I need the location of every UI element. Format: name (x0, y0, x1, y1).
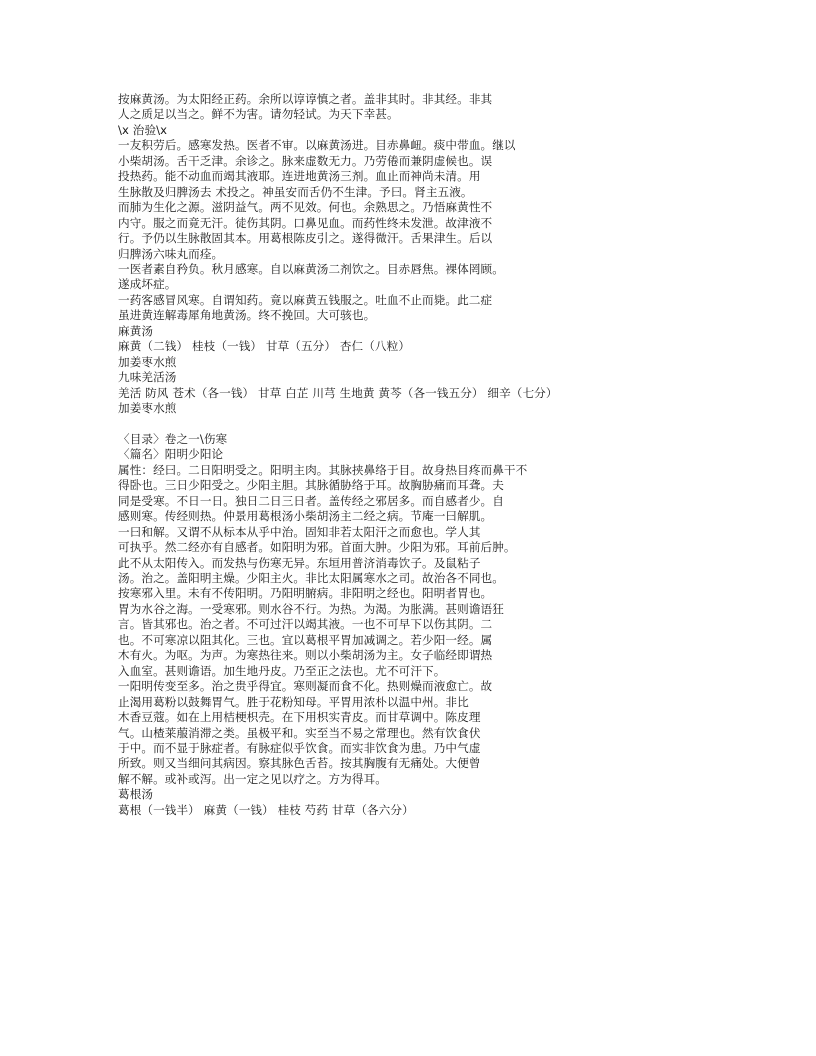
document-line: 所致。则又当细问其病因。察其脉色舌苔。按其胸腹有无痛处。大便曾 (118, 756, 481, 771)
document-line: 〈目录〉卷之一\伤寒 (118, 431, 228, 446)
document-line: 感则寒。传经则热。仲景用葛根汤小柴胡汤主二经之病。节庵一曰解肌。 (118, 509, 493, 524)
document-line: 属性：经曰。二日阳明受之。阳明主肉。其脉挟鼻络于目。故身热目疼而鼻干不 (118, 462, 528, 477)
document-line: 按寒邪入里。未有不传阳明。乃阳明腑病。非阳明之经也。阳明者胃也。 (118, 586, 493, 601)
document-line: 行。予仍以生脉散固其本。用葛根陈皮引之。遂得微汗。舌果津生。后以 (118, 231, 493, 246)
document-line: 汤。治之。盖阳明主燥。少阳主火。非比太阳属寒水之司。故治各不同也。 (118, 571, 504, 586)
document-line: 虽进黄连解毒犀角地黄汤。终不挽回。大可骇也。 (118, 308, 376, 323)
document-line: 加姜枣水煎 (118, 354, 177, 369)
document-line: 木香豆蔻。如在上用桔梗枳壳。在下用枳实青皮。而甘草调中。陈皮理 (118, 710, 481, 725)
document-line: 止渴用葛粉以鼓舞胃气。胜于花粉知母。平胃用浓朴以温中州。非比 (118, 694, 469, 709)
document-line: 〈篇名〉阳明少阳论 (118, 447, 224, 462)
document-line: 遂成坏症。 (118, 277, 177, 292)
document-line: 内守。服之而竟无汗。徒伤其阴。口鼻见血。而药性终未发泄。故津液不 (118, 215, 493, 230)
document-line: 胃为水谷之海。一受寒邪。则水谷不行。为热。为渴。为胀满。甚则谵语狂 (118, 601, 504, 616)
document-line: 九味羌活汤 (118, 370, 177, 385)
document-line: 也。不可寒凉以阻其化。三也。宜以葛根平胃加减调之。若少阳一经。属 (118, 632, 493, 647)
document-text-body (118, 92, 720, 818)
document-line: 羌活 防风 苍术（各一钱） 甘草 白芷 川芎 生地黄 黄芩（各一钱五分） 细辛（七分） (118, 385, 558, 400)
document-line: 一曰和解。又谓不从标本从乎中治。固知非若太阳汗之而愈也。学人其 (118, 524, 481, 539)
document-line: 一药客感冒风寒。自谓知药。竟以麻黄五钱服之。吐血不止而毙。此二症 (118, 292, 493, 307)
document-line: 此不从太阳传入。而发热与伤寒无异。东垣用普济消毒饮子。及鼠粘子 (118, 555, 481, 570)
document-line: 归脾汤六味丸而痊。 (118, 246, 224, 261)
document-line: 可执乎。然二经亦有自感者。如阳明为邪。首面大肿。少阳为邪。耳前后肿。 (118, 540, 516, 555)
document-line: 麻黄汤 (118, 323, 154, 338)
document-line: 人之质足以当之。鲜不为害。请勿轻试。为天下幸甚。 (118, 107, 399, 122)
document-line: 得卧也。三日少阳受之。少阳主胆。其脉循胁络于耳。故胸胁痛而耳聋。夫 (118, 478, 504, 493)
document-line: \x 治验\x (118, 122, 168, 137)
document-line: 同是受寒。不日一日。独日二日三日者。盖传经之邪居多。而自感者少。自 (118, 493, 504, 508)
document-line: 麻黄（二钱） 桂枝（一钱） 甘草（五分） 杏仁（八粒） (118, 339, 411, 354)
document-line (118, 417, 720, 432)
document-line: 葛根汤 (118, 787, 154, 802)
document-line: 投热药。能不动血而竭其液耶。连进地黄汤三剂。血止而神尚未清。用 (118, 169, 481, 184)
document-line: 一阳明传变至多。治之贵乎得宜。寒则凝而食不化。热则燥而液愈亡。故 (118, 679, 493, 694)
document-line: 一医者素自矜负。秋月感寒。自以麻黄汤二剂饮之。目赤唇焦。裸体罔顾。 (118, 261, 504, 276)
document-line: 木有火。为呕。为声。为寒热往来。则以小柴胡汤为主。女子临经即谓热 (118, 648, 493, 663)
document-line: 葛根（一钱半） 麻黄（一钱） 桂枝 芍药 甘草（各六分） (118, 802, 414, 817)
document-line: 加姜枣水煎 (118, 401, 177, 416)
document-line: 一友积劳后。感寒发热。医者不审。以麻黄汤进。目赤鼻衄。痰中带血。继以 (118, 138, 516, 153)
document-line: 按麻黄汤。为太阳经正药。余所以谆谆慎之者。盖非其时。非其经。非其 (118, 92, 493, 106)
document-line: 于中。而不显于脉症者。有脉症似乎饮食。而实非饮食为患。乃中气虚 (118, 741, 481, 756)
document-line: 入血室。甚则谵语。加生地丹皮。乃至正之法也。尤不可汗下。 (118, 663, 446, 678)
document-line: 解不解。或补或泻。出一定之见以疗之。方为得耳。 (118, 771, 387, 786)
document-line: 气。山楂莱菔消滞之类。虽极平和。实至当不易之常理也。然有饮食伏 (118, 725, 481, 740)
document-line: 而肺为生化之源。滋阴益气。两不见效。何也。余熟思之。乃悟麻黄性不 (118, 200, 493, 215)
document-line: 言。皆其邪也。治之者。不可过汗以竭其液。一也不可早下以伤其阴。二 (118, 617, 493, 632)
document-line: 生脉散及归脾汤去 术投之。神虽安而舌仍不生津。予曰。肾主五液。 (118, 184, 473, 199)
document-line: 小柴胡汤。舌干乏津。余诊之。脉来虚数无力。乃劳倦而兼阴虚候也。误 (118, 153, 493, 168)
